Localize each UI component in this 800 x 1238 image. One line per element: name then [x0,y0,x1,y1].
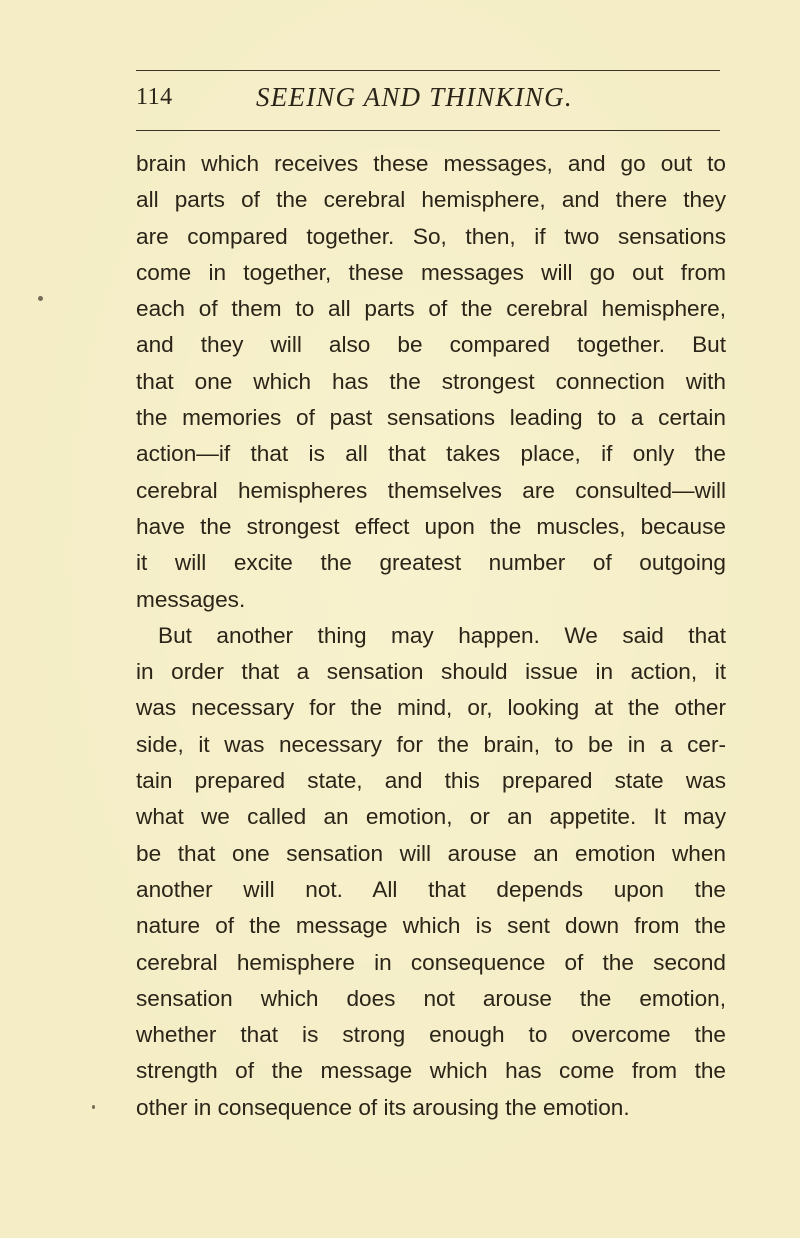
text-line: another will not. All that depends upon the [136,876,726,902]
text-line: strength of the message which has come from the [136,1058,726,1084]
text-line: brain which receives these messages, and go out to [136,151,726,176]
header-bottom-rule [136,130,720,131]
text-line: that one which has the strongest connection with [136,368,726,394]
page-number: 114 [136,84,173,110]
text-line: cerebral hemisphere in consequence of the second [136,949,726,975]
header-top-rule [136,70,720,71]
paragraph-last-line: other in consequence of its arousing the emotion. [136,1094,630,1120]
text-line: have the strongest effect upon the muscles, because [136,513,726,539]
paragraph-last-line: messages. [136,586,246,612]
text-line: it will excite the greatest number of outgoing [136,550,726,576]
text-line: and they will also be compared together. But [136,332,726,358]
paper-speck [38,296,43,301]
text-line: be that one sensation will arouse an emotion when [136,840,726,866]
text-line: sensation which does not arouse the emotion, [136,985,726,1011]
text-line: each of them to all parts of the cerebral hemisphere, [136,296,726,322]
text-line: whether that is strong enough to overcome the [136,1022,726,1048]
text-line: in order that a sensation should issue in action, it [136,659,726,685]
text-line: side, it was necessary for the brain, to be in a cer- [136,731,726,757]
running-title: SEEING AND THINKING. [256,82,573,112]
paragraph-first-line: But another thing may happen. We said that [158,622,726,648]
text-line: are compared together. So, then, if two sensations [136,223,726,249]
text-line: the memories of past sensations leading to a certain [136,405,726,431]
body-text [136,146,726,1126]
text-line: all parts of the cerebral hemisphere, and there they [136,187,726,213]
text-line: tain prepared state, and this prepared state was [136,768,726,794]
text-line: was necessary for the mind, or, looking at the other [136,695,726,721]
text-line: cerebral hemispheres themselves are consulted—will [136,477,726,503]
page-header [136,78,720,118]
paper-speck [92,1105,95,1109]
text-line: come in together, these messages will go out from [136,259,726,285]
text-line: nature of the message which is sent down from the [136,913,726,939]
text-line: action—if that is all that takes place, if only the [136,441,726,467]
text-line: what we called an emotion, or an appetite. It may [136,804,726,830]
